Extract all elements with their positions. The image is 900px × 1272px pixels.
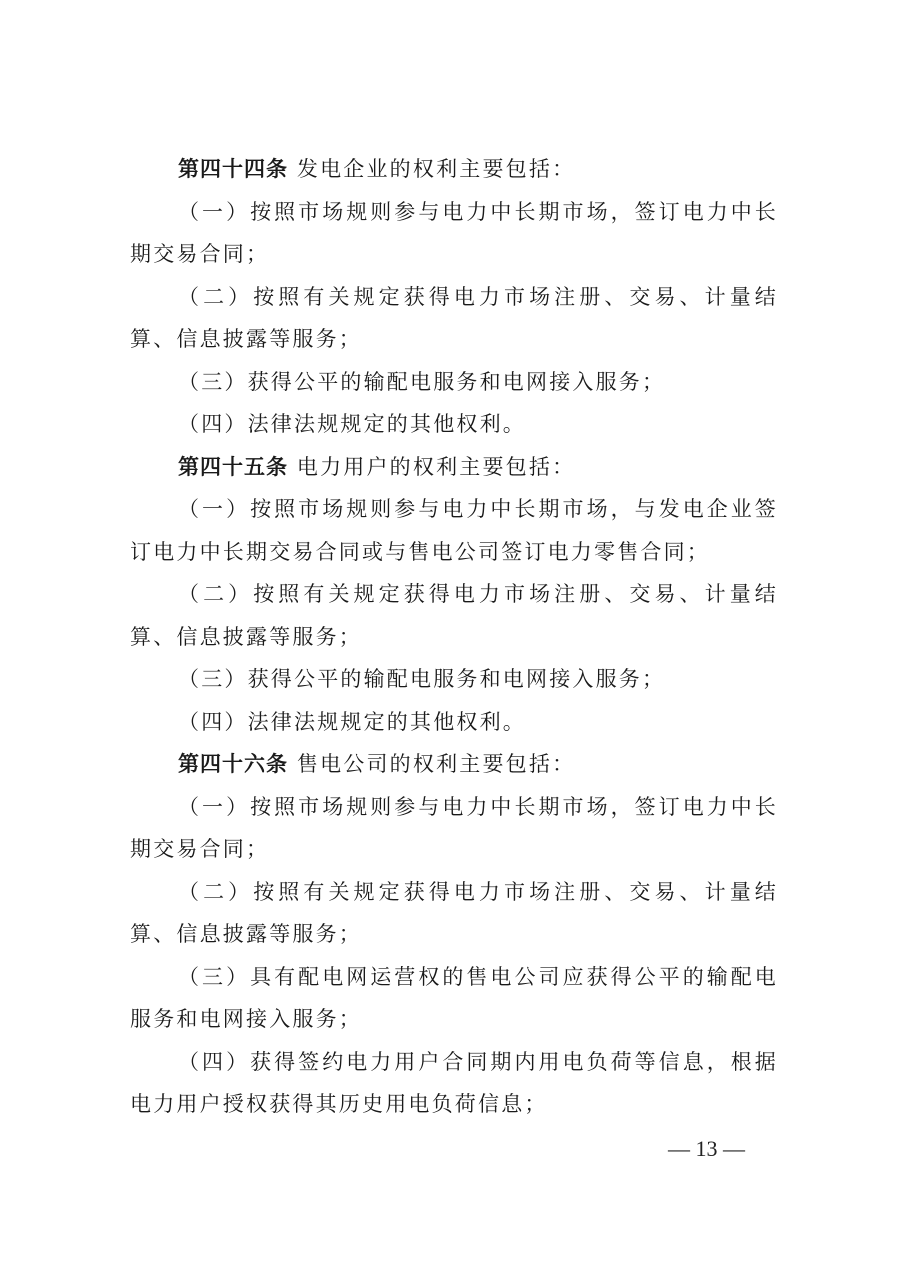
article-number: 第四十四条: [178, 157, 288, 181]
article-number: 第四十五条: [178, 454, 288, 479]
article-45-item-3: （三）获得公平的输配电服务和电网接入服务；: [178, 667, 666, 691]
document-body: [130, 148, 778, 1126]
article-46-item-2: （二）按照有关规定获得电力市场注册、交易、计量结算、信息披露等服务；: [130, 879, 778, 946]
page-number: — 13 —: [668, 1136, 745, 1161]
article-46-item-1: （一）按照市场规则参与电力中长期市场，签订电力中长期交易合同；: [130, 794, 778, 861]
article-44-heading: 第四十四条 发电企业的权利主要包括：: [178, 157, 576, 181]
article-44-item-3: （三）获得公平的输配电服务和电网接入服务；: [178, 369, 666, 394]
article-46-heading: 第四十六条 售电公司的权利主要包括：: [178, 752, 576, 776]
article-45-heading: 第四十五条 电力用户的权利主要包括：: [178, 454, 576, 479]
article-45-item-1: （一）按照市场规则参与电力中长期市场，与发电企业签订电力中长期交易合同或与售电公司签订电力零售合同；: [130, 497, 778, 564]
article-number: 第四十六条: [178, 752, 288, 776]
article-46-item-4: （四）获得签约电力用户合同期内用电负荷等信息，根据电力用户授权获得其历史用电负荷信息；: [130, 1049, 778, 1116]
article-46-item-3: （三）具有配电网运营权的售电公司应获得公平的输配电服务和电网接入服务；: [130, 964, 778, 1031]
article-44-item-2: （二）按照有关规定获得电力市场注册、交易、计量结算、信息披露等服务；: [130, 284, 778, 351]
article-44-item-4: （四）法律法规规定的其他权利。: [178, 412, 526, 436]
article-44-item-1: （一）按照市场规则参与电力中长期市场，签订电力中长期交易合同；: [130, 199, 778, 266]
article-45-item-2: （二）按照有关规定获得电力市场注册、交易、计量结算、信息披露等服务；: [130, 582, 778, 649]
article-45-item-4: （四）法律法规规定的其他权利。: [178, 709, 526, 734]
